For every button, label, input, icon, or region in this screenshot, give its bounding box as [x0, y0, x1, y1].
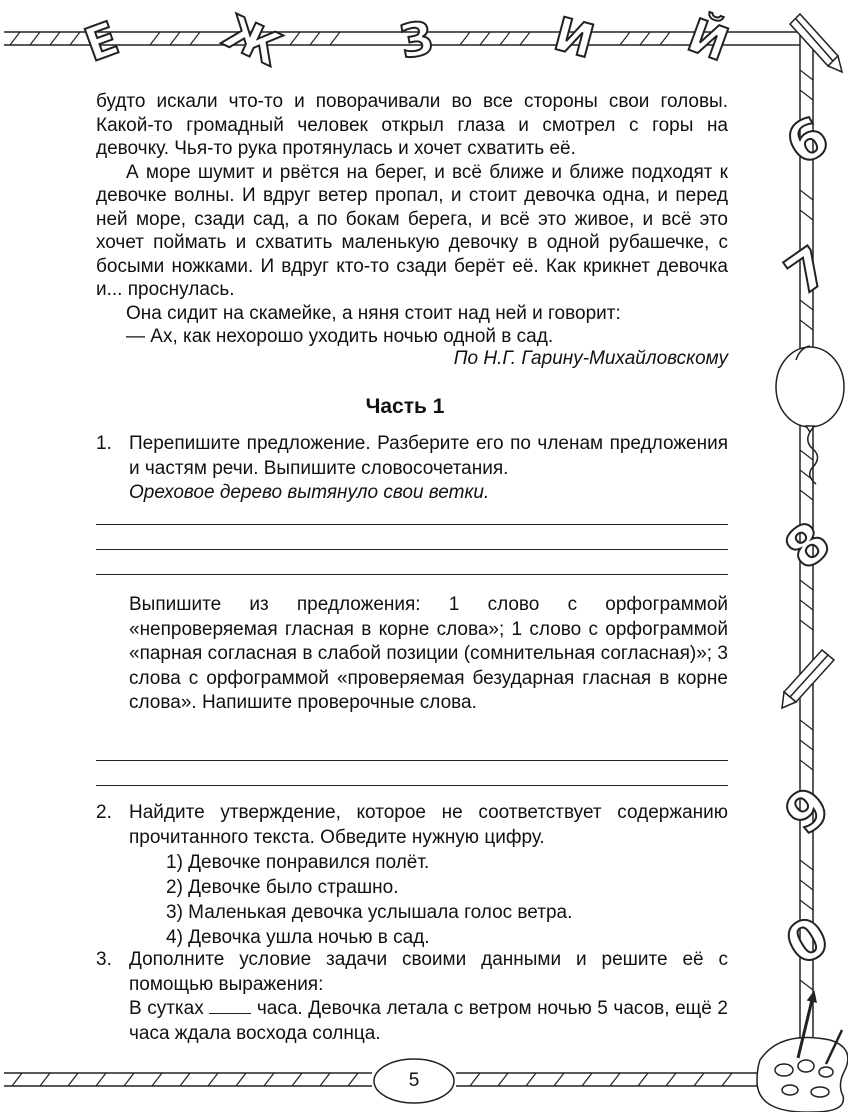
task-2-option[interactable]: 2) Девочке было страшно. — [166, 877, 399, 898]
task-3-number: 3. — [96, 949, 112, 970]
pencil-illustration-top — [790, 14, 842, 72]
header-letters — [77, 4, 735, 77]
task-3-condition — [129, 997, 728, 1046]
task-1 — [96, 432, 728, 506]
task-1-sub-text: Выпишите из предложения: 1 слово с орфограммой «непроверяемая гласная в корне слова»; 1 слово с орфограммой «парная согласная в слабой позиции (сомнительная согласная)»; 3 слова с орфограммой «проверяемая безударная гласная в корне слова». Напишите проверочные слова. — [129, 594, 728, 713]
task-2-option[interactable]: 4) Девочка ушла ночью в сад. — [166, 927, 430, 948]
digit-0: 0 — [775, 904, 840, 978]
letter-i: И — [548, 6, 600, 69]
story-paragraph-1: будто искали что-то и поворачивали во все стороны свои головы. Какой-то громадный человек открыл глаза и смотрел с горы на девочку. Чья-то рука протянулась и хочет схватить её. — [96, 91, 728, 159]
digit-7: 7 — [774, 234, 841, 308]
task-3-condition-end: часа. Девочка летала с ветром ночью 5 часов, ещё 2 часа ждала восхода солнца. — [129, 998, 729, 1044]
task-2-option[interactable]: 3) Маленькая девочка услышала голос ветра. — [166, 902, 573, 923]
task-1-sentence: Ореховое дерево вытянуло свои ветки. — [129, 482, 490, 503]
answer-line[interactable] — [96, 549, 728, 550]
task-2 — [96, 801, 728, 950]
task-2-option[interactable]: 1) Девочке понравился полёт. — [166, 852, 430, 873]
digit-8: 8 — [772, 509, 843, 582]
letter-zh: Ж — [215, 3, 290, 77]
answer-line[interactable] — [96, 760, 728, 761]
task-2-text: Найдите утверждение, которое не соответствует содержанию прочитанного текста. Обведите нужную цифру. — [129, 802, 728, 848]
task-1-sub — [96, 593, 728, 716]
story-author: По Н.Г. Гарину-Михайловскому — [453, 348, 728, 369]
fill-in-blank[interactable] — [209, 997, 251, 1014]
digit-6: 6 — [775, 104, 840, 178]
digit-9: 9 — [772, 774, 843, 847]
answer-line[interactable] — [96, 524, 728, 525]
story-paragraph-3: Она сидит на скамейке, а няня стоит над ней и говорит: — [126, 302, 621, 324]
task-3 — [96, 948, 728, 1046]
letter-z: З — [395, 10, 438, 70]
page-number: 5 — [408, 1070, 420, 1091]
story-text — [96, 90, 728, 349]
answer-line[interactable] — [96, 574, 728, 575]
task-2-number: 2. — [96, 802, 112, 823]
task-3-condition-start: В сутках — [129, 998, 204, 1019]
task-3-text: Дополните условие задачи своими данными и решите её с помощью выражения: — [129, 949, 728, 995]
story-paragraph-4: — Ах, как нехорошо уходить ночью одной в сад. — [126, 326, 554, 347]
letter-e: Е — [77, 10, 126, 73]
task-1-text: Перепишите предложение. Разберите его по членам предложения и частям речи. Выпишите словосочетания. — [129, 433, 728, 479]
pencil-illustration-middle — [782, 650, 834, 708]
letter-i-short: Й — [680, 7, 736, 72]
story-paragraph-2: А море шумит и рвётся на берег, и всё ближе и ближе подходят к девочке волны. И вдруг ветер пропал, и стоит девочка одна, и перед ней море, сзади сад, а по бокам берега, и всё это живое, и всё это хочет поймать и схватить маленькую девочку в одной рубашечке, с босыми ножками. И вдруг кто-то сзади берёт её. Как крикнет девочка и... проснулась. — [96, 161, 728, 300]
side-digits — [773, 104, 842, 977]
task-1-number: 1. — [96, 433, 112, 454]
answer-line[interactable] — [96, 785, 728, 786]
part-title: Часть 1 — [365, 395, 445, 418]
palette-illustration — [757, 992, 848, 1112]
